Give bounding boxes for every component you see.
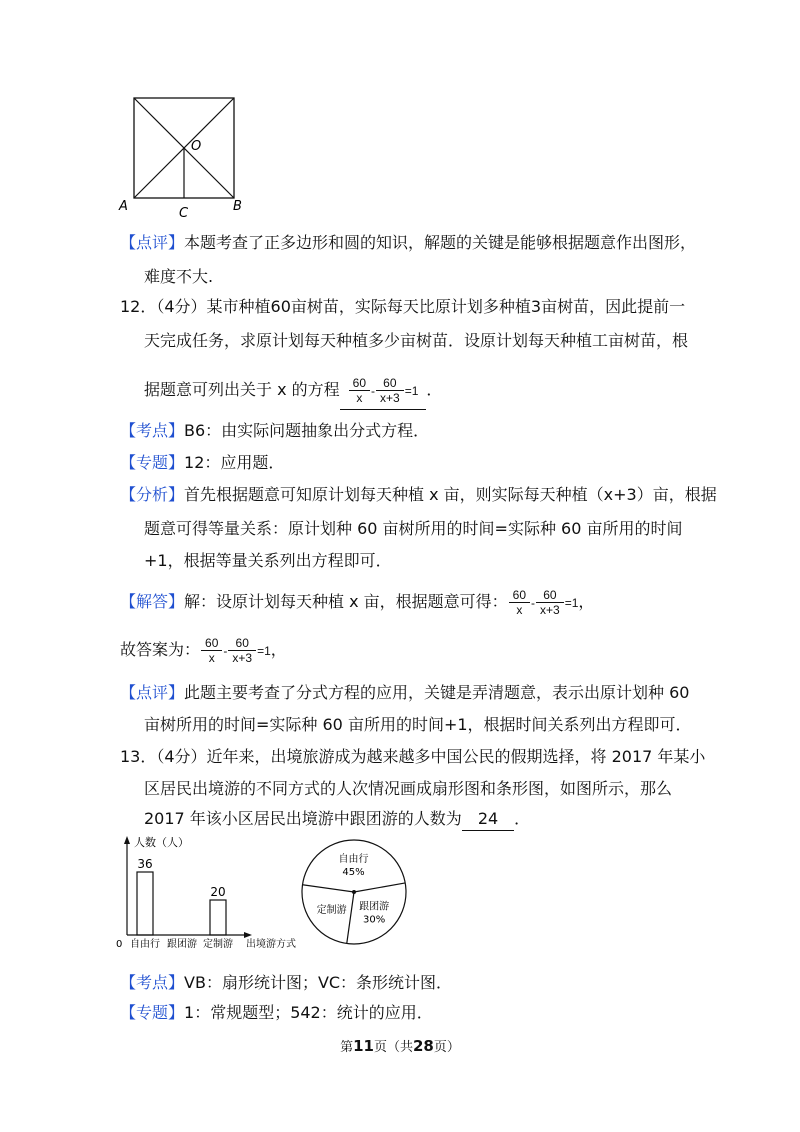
- fraction-1: $\frac{60}{x}$: [349, 376, 370, 405]
- dianping-tag: 【点评】: [120, 683, 185, 702]
- q12-fenxi-line3: +1，根据等量关系列出方程即可．: [144, 551, 392, 570]
- bar-value-label-0: 36: [137, 857, 153, 871]
- pie-slice-label-0: 自由行: [338, 854, 369, 866]
- q12-line3-text: 据题意可列出关于 x 的方程: [144, 380, 340, 399]
- label-a: A: [119, 199, 128, 214]
- pie-chart: [298, 836, 410, 948]
- q12-zhuanti: 【专题】12：应用题．: [120, 453, 285, 472]
- pie-slice-label-1: 跟团游: [359, 901, 390, 913]
- q13-line3: 2017 年该小区居民出境游中跟团游的人数为 24 ．: [144, 808, 530, 831]
- q11-comment-line1: [120, 232, 696, 254]
- pie-slice-percent-1: 30%: [363, 914, 386, 926]
- q12-answer: 故答案为： $\frac{60}{x}$ - $\frac{60}{x+3}$ =1，: [120, 636, 287, 665]
- q13-kaodian: 【考点】VB：扇形统计图；VC：条形统计图．: [120, 973, 453, 992]
- q13-zhuanti: 【专题】1：常规题型；542：统计的应用．: [120, 1003, 433, 1022]
- page-footer: 第11页（共28页）: [340, 1037, 460, 1055]
- q12-dianping-line1: 【点评】此题主要考查了分式方程的应用，关键是弄清题意，表示出原计划种 60: [120, 683, 690, 702]
- zhuanti-tag: 【专题】: [120, 453, 185, 472]
- current-page: 11: [353, 1037, 374, 1055]
- q11-comment-line2: 难度不大.: [144, 267, 214, 286]
- comment-tag: 【点评】: [120, 233, 185, 252]
- label-o: O: [191, 139, 202, 154]
- y-axis-arrow: [124, 836, 130, 844]
- bar-chart: [112, 834, 312, 954]
- q12-jieda: 【解答】解：设原计划每天种植 x 亩，根据题意可得： $\frac{60}{x}$ - $\frac{60}{x+3}$ =1，: [120, 588, 595, 617]
- q12-dianping-line2: 亩树所用的时间=实际种 60 亩所用的时间+1，根据时间关系列出方程即可．: [144, 715, 692, 734]
- bar-value-label-2: 20: [210, 885, 226, 899]
- square-figure: [115, 92, 255, 222]
- x-axis-label: 出境游方式: [246, 939, 296, 950]
- total-pages: 28: [413, 1037, 434, 1055]
- pie-divider-0: [303, 885, 354, 892]
- pie-slice-percent-0: 45%: [342, 867, 365, 879]
- pie-divider-1: [354, 883, 405, 892]
- answer-fraction-1: $\frac{60}{x}$: [201, 636, 222, 665]
- label-b: B: [233, 199, 242, 214]
- bar-2: [210, 900, 226, 935]
- y-axis-label: 人数（人）: [134, 836, 189, 849]
- jieda-tag: 【解答】: [120, 592, 185, 611]
- bar-category-label-1: 跟团游: [167, 939, 197, 950]
- q12-line1: 12．（4分）某市种植60亩树苗，实际每天比原计划多种植3亩树苗，因此提前一: [120, 297, 686, 316]
- q13-line1: 13．（4分）近年来，出境旅游成为越来越多中国公民的假期选择，将 2017 年某小: [120, 747, 706, 766]
- fenxi-tag: 【分析】: [120, 485, 185, 504]
- q12-fenxi-line2: 题意可得等量关系：原计划种 60 亩树所用的时间=实际种 60 亩所用的时间: [144, 519, 683, 538]
- comment-text: 本题考查了正多边形和圆的知识，解题的关键是能够根据题意作出图形，: [184, 233, 697, 252]
- q12-answer-blank: $\frac{60}{x}$ - $\frac{60}{x+3}$ =1: [340, 372, 427, 410]
- pie-divider-2: [347, 892, 354, 943]
- fraction-2: $\frac{60}{x+3}$: [376, 376, 404, 405]
- q13-answer: 24: [462, 808, 514, 831]
- q12-line2: 天完成任务，求原计划每天种植多少亩树苗．设原计划每天种植工亩树苗，根: [144, 331, 689, 350]
- jieda-fraction-1: $\frac{60}{x}$: [509, 588, 530, 617]
- x-axis-arrow: [244, 932, 252, 938]
- kaodian-tag: 【考点】: [120, 421, 185, 440]
- bar-category-label-2: 定制游: [203, 939, 233, 950]
- q12-fenxi-line1: 【分析】首先根据题意可知原计划每天种植 x 亩，则实际每天种植（x+3）亩，根据: [120, 485, 717, 504]
- pie-slice-label-2: 定制游: [316, 904, 347, 916]
- label-c: C: [179, 206, 189, 221]
- bar-category-label-0: 自由行: [130, 939, 160, 950]
- q13-line2: 区居民出境游的不同方式的人次情况画成扇形图和条形图，如图所示，那么: [144, 779, 673, 798]
- bar-0: [137, 872, 153, 935]
- jieda-fraction-2: $\frac{60}{x+3}$: [536, 588, 564, 617]
- origin-label: 0: [116, 939, 123, 950]
- q12-kaodian: 【考点】B6：由实际问题抽象出分式方程．: [120, 421, 430, 440]
- answer-fraction-2: $\frac{60}{x+3}$: [228, 636, 256, 665]
- q12-line3: 据题意可列出关于 x 的方程 $\frac{60}{x}$ - $\frac{60}{x+3}$ =1 ．: [144, 372, 442, 410]
